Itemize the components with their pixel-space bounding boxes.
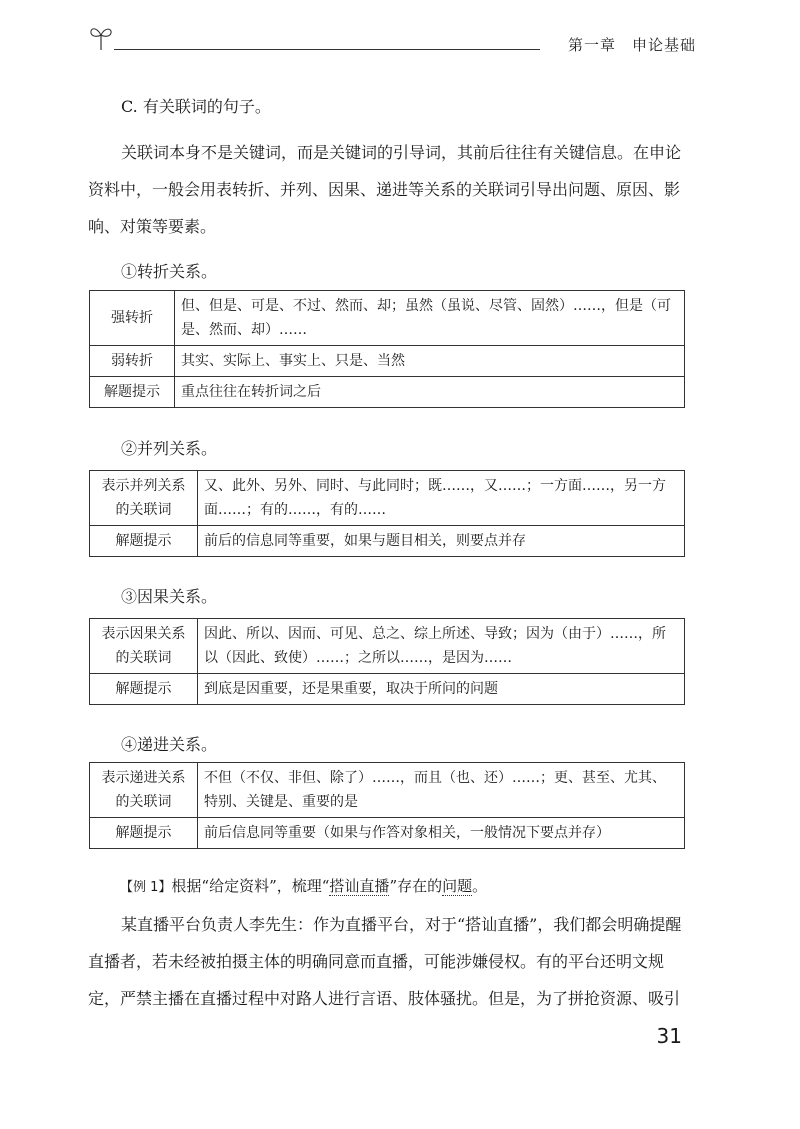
row-label: 解题提示 — [90, 674, 198, 705]
page-header — [88, 18, 700, 58]
row-label: 表示因果关系的关联词 — [90, 619, 198, 674]
example-suffix: ”存在的 — [389, 877, 443, 895]
row-label: 解题提示 — [90, 377, 175, 408]
relation-heading-turn: ①转折关系。 — [121, 262, 218, 281]
example-end: 。 — [472, 877, 488, 895]
cause-relation-table — [89, 618, 685, 705]
turn-relation-table — [89, 290, 685, 408]
example-mark: 【例 1】 — [120, 880, 172, 895]
row-label: 解题提示 — [90, 526, 198, 557]
row-content: 前后的信息同等重要，如果与题目相关，则要点并存 — [198, 526, 685, 557]
example-keyword: 问题 — [442, 877, 473, 895]
relation-heading-parallel: ②并列关系。 — [121, 439, 218, 458]
row-content: 不但（不仅、非但、除了）……，而且（也、还）……；更、甚至、尤其、特别、关键是、重要的是 — [198, 763, 685, 818]
example-term: 搭讪直播 — [329, 877, 390, 895]
table-row — [90, 526, 685, 557]
relation-heading-cause: ③因果关系。 — [121, 587, 218, 606]
row-label: 强转折 — [90, 291, 175, 346]
table-row — [90, 763, 685, 818]
table-row — [90, 674, 685, 705]
row-label: 解题提示 — [90, 818, 198, 849]
row-content: 其实、实际上、事实上、只是、当然 — [175, 346, 685, 377]
table-row — [90, 619, 685, 674]
chapter-title: 第一章 申论基础 — [567, 36, 696, 54]
progressive-relation-table — [89, 762, 685, 849]
row-label: 表示递进关系的关联词 — [90, 763, 198, 818]
section-heading: C. 有关联词的句子。 — [121, 97, 271, 116]
intro-paragraph: 关联词本身不是关键词，而是关键词的引导词，其前后往往有关键信息。在申论资料中，一般会用表转折、并列、因果、递进等关系的关联词引导出问题、原因、影响、对策等要素。 — [88, 143, 682, 236]
row-content: 因此、所以、因而、可见、总之、综上所述、导致；因为（由于）……，所以（因此、致使）……；之所以……，是因为…… — [198, 619, 685, 674]
row-label: 表示并列关系的关联词 — [90, 471, 198, 526]
table-row — [90, 471, 685, 526]
row-content: 到底是因重要，还是果重要，取决于所问的问题 — [198, 674, 685, 705]
table-row — [90, 291, 685, 346]
table-row — [90, 818, 685, 849]
example-prompt — [120, 875, 487, 896]
material-paragraph: 某直播平台负责人李先生：作为直播平台，对于“搭讪直播”，我们都会明确提醒直播者，若未经被拍摄主体的明确同意而直播，可能涉嫌侵权。有的平台还明文规定，严禁主播在直播过程中对路人进行言语、肢体骚扰。但是，为了拼抢资源、吸引 — [88, 915, 682, 1008]
relation-heading-progressive: ④递进关系。 — [121, 735, 218, 754]
row-label: 弱转折 — [90, 346, 175, 377]
parallel-relation-table — [89, 470, 685, 557]
page-number: 31 — [656, 1024, 682, 1048]
example-prefix: 根据“给定资料”，梳理“ — [171, 877, 330, 895]
row-content: 重点往往在转折词之后 — [175, 377, 685, 408]
row-content: 又、此外、另外、同时、与此同时；既……，又……；一方面……，另一方面……；有的……，有的…… — [198, 471, 685, 526]
header-rule — [114, 49, 540, 50]
row-content: 但、但是、可是、不过、然而、却；虽然（虽说、尽管、固然）……，但是（可是、然而、却）…… — [175, 291, 685, 346]
sprout-icon — [88, 22, 114, 52]
table-row — [90, 346, 685, 377]
table-row — [90, 377, 685, 408]
row-content: 前后信息同等重要（如果与作答对象相关，一般情况下要点并存） — [198, 818, 685, 849]
